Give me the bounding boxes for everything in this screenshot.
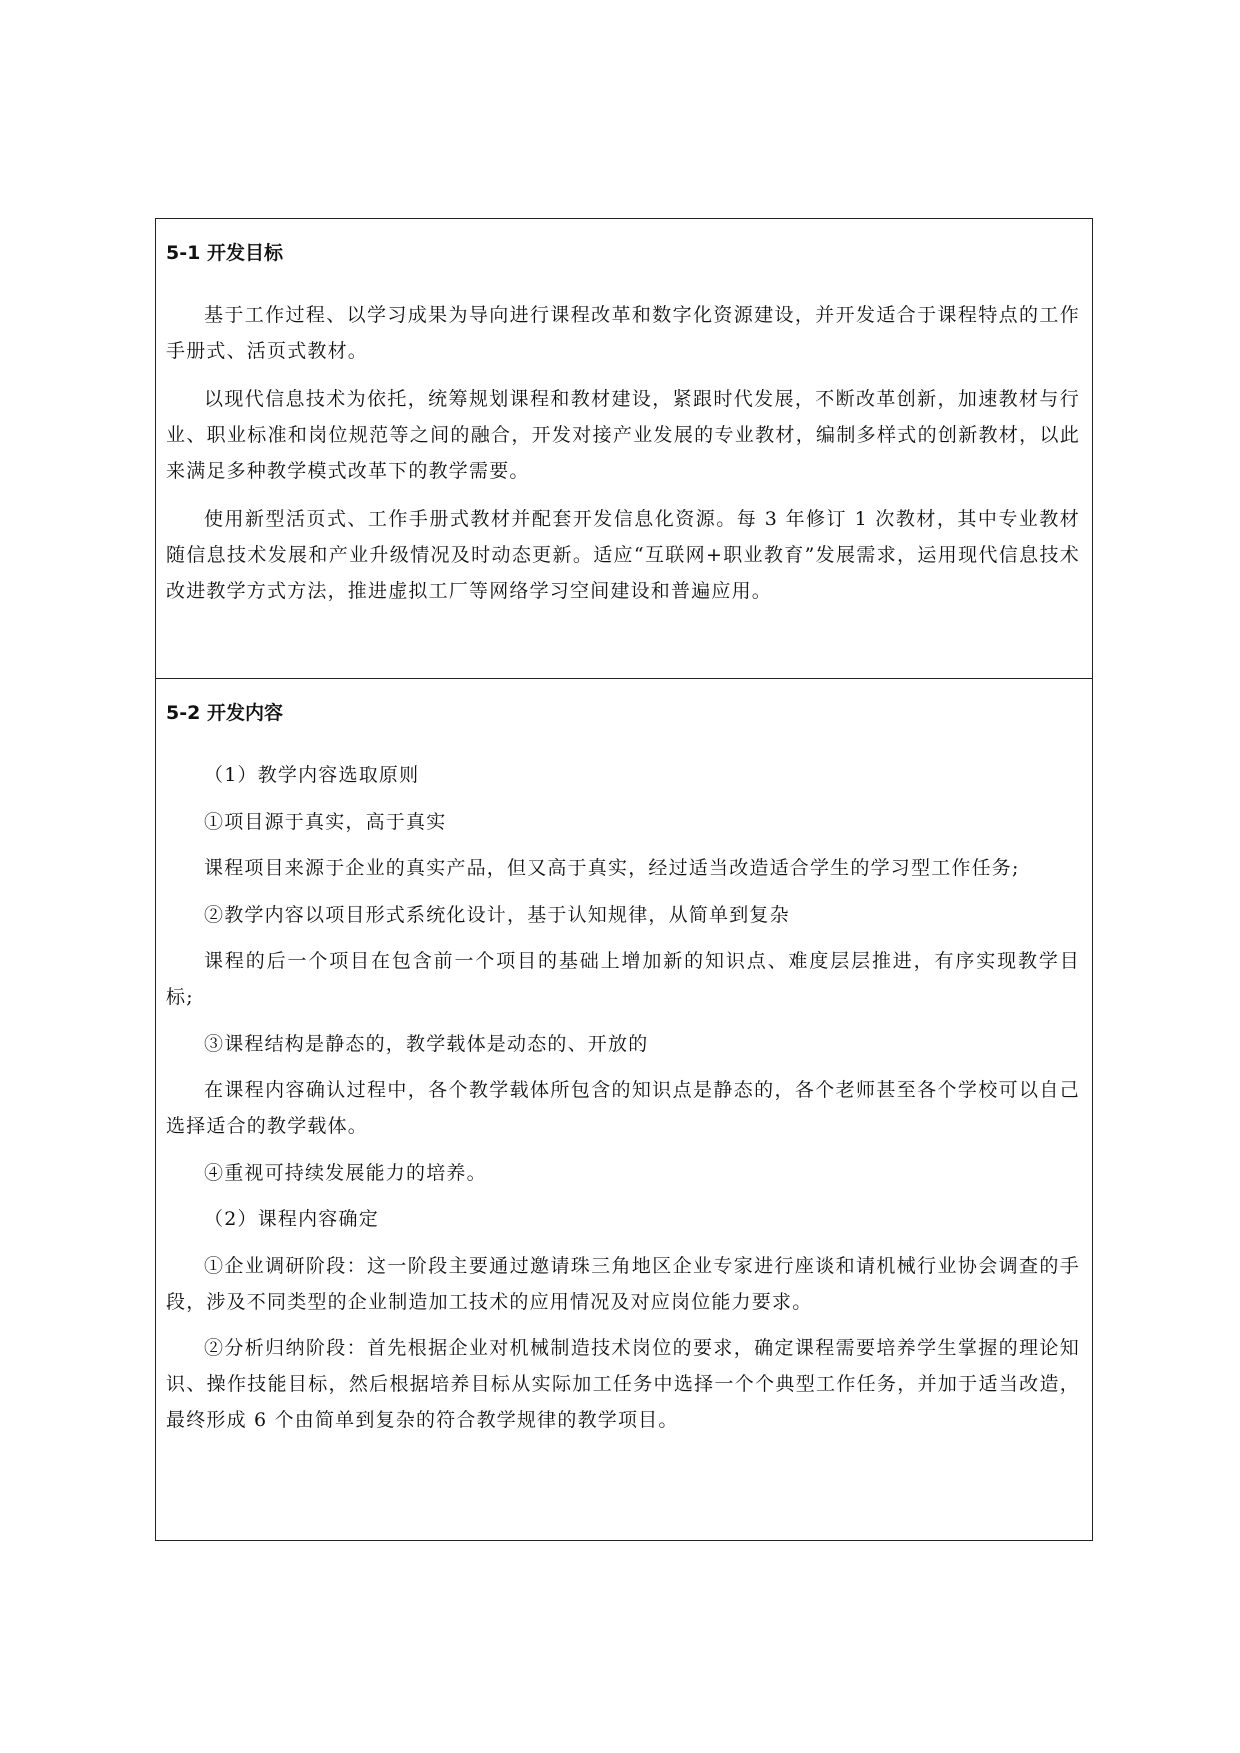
paragraph: ②教学内容以项目形式系统化设计，基于认知规律，从简单到复杂: [204, 903, 790, 926]
paragraph: 以现代信息技术为依托，统筹规划课程和教材建设，紧跟时代发展，不断改革创新，加速教材与行业、职业标准和岗位规范等之间的融合，开发对接产业发展的专业教材，编制多样式的创新教材，以此来满足多种教学模式改革下的教学需要。: [166, 388, 1080, 482]
section-development-content: [156, 678, 1092, 1540]
paragraph: 使用新型活页式、工作手册式教材并配套开发信息化资源。每 3 年修订 1 次教材，其中专业教材随信息技术发展和产业升级情况及时动态更新。适应“互联网+职业教育”发展需求，运用现代信息技术改进教学方式方法，推进虚拟工厂等网络学习空间建设和普遍应用。: [166, 508, 1080, 602]
paragraph: （2）课程内容确定: [204, 1208, 379, 1230]
paragraph: 在课程内容确认过程中，各个教学载体所包含的知识点是静态的，各个老师甚至各个学校可以自己选择适合的教学载体。: [166, 1079, 1080, 1137]
section-title: 5-2 开发内容: [166, 702, 283, 724]
section-title: 5-1 开发目标: [166, 242, 283, 264]
paragraph: ①项目源于真实，高于真实: [204, 810, 447, 833]
document-table: [155, 218, 1093, 1541]
paragraph: ④重视可持续发展能力的培养。: [204, 1161, 487, 1184]
paragraph: 课程的后一个项目在包含前一个项目的基础上增加新的知识点、难度层层推进，有序实现教学目标;: [166, 950, 1080, 1008]
section-development-goals: [156, 219, 1092, 678]
paragraph: ③课程结构是静态的，教学载体是动态的、开放的: [204, 1032, 649, 1055]
paragraph: 课程项目来源于企业的真实产品，但又高于真实，经过适当改造适合学生的学习型工作任务;: [204, 857, 1020, 879]
paragraph: ②分析归纳阶段：首先根据企业对机械制造技术岗位的要求，确定课程需要培养学生掌握的理论知识、操作技能目标，然后根据培养目标从实际加工任务中选择一个个典型工作任务，并加于适当改造，最终形成 6 个由简单到复杂的符合教学规律的教学项目。: [166, 1337, 1080, 1431]
paragraph: （1）教学内容选取原则: [204, 764, 420, 786]
paragraph: 基于工作过程、以学习成果为导向进行课程改革和数字化资源建设，并开发适合于课程特点的工作手册式、活页式教材。: [166, 304, 1080, 362]
paragraph: ①企业调研阶段：这一阶段主要通过邀请珠三角地区企业专家进行座谈和请机械行业协会调查的手段，涉及不同类型的企业制造加工技术的应用情况及对应岗位能力要求。: [166, 1254, 1080, 1313]
